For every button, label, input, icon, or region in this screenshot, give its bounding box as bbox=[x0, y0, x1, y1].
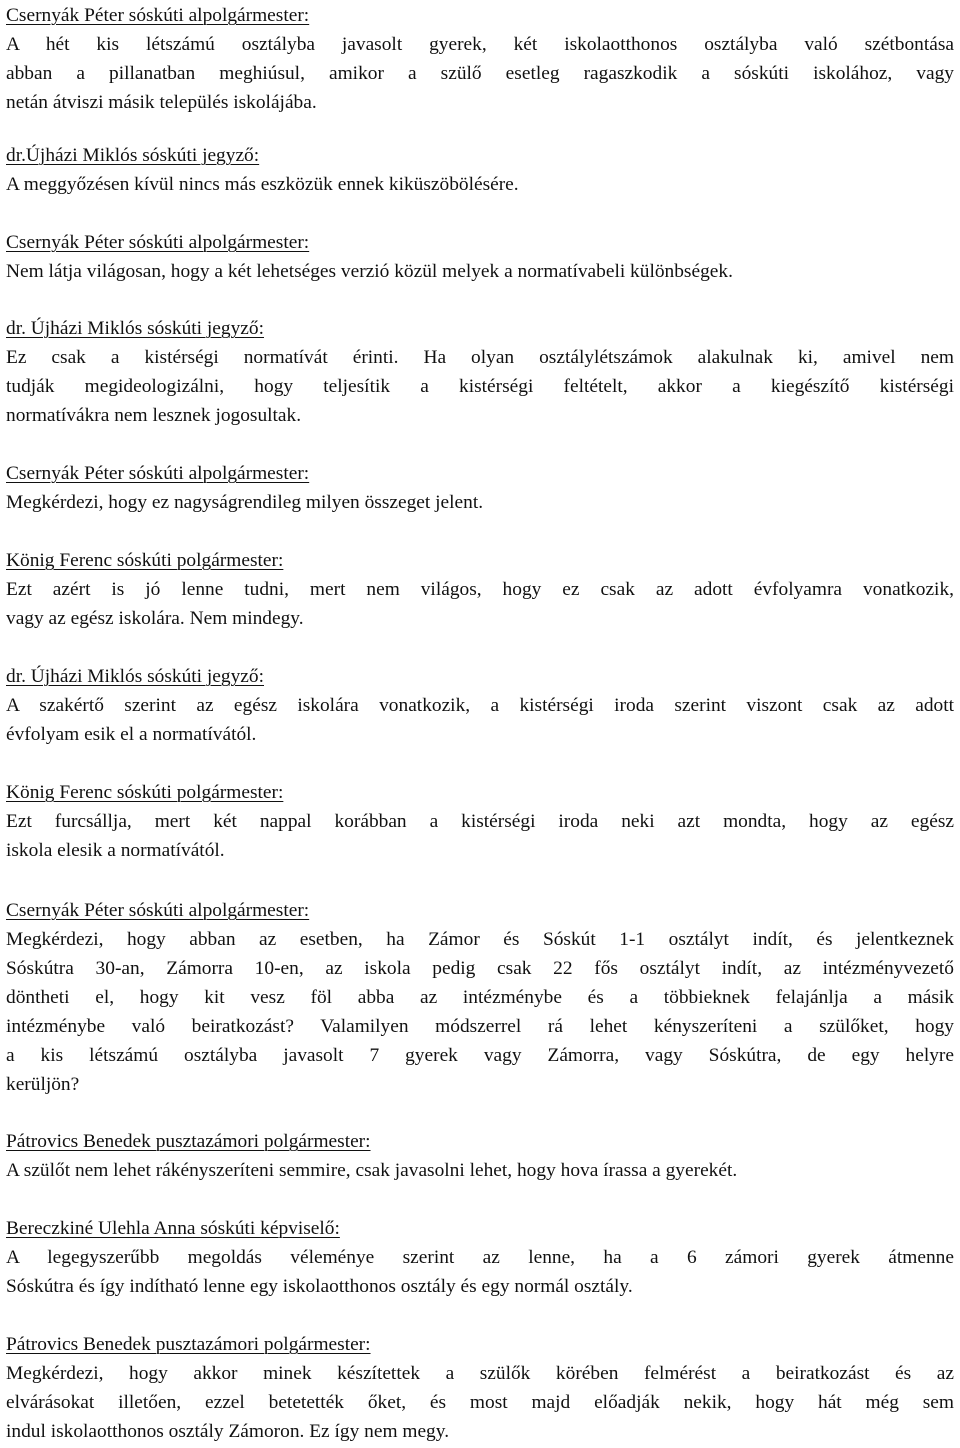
entry-10 bbox=[6, 1127, 954, 1185]
text-line: iskola elesik a normatívától. bbox=[6, 840, 225, 861]
text-line: A legegyszerűbb megoldás véleménye szerint az lenne, ha a 6 zámori gyerek átmenne bbox=[6, 1247, 954, 1268]
text-line: évfolyam esik el a normatívától. bbox=[6, 724, 257, 745]
text-line: Megkérdezi, hogy abban az esetben, ha Zámor és Sóskút 1-1 osztályt indít, és jelentkeznek bbox=[6, 929, 954, 950]
text-line: Nem látja világosan, hogy a két lehetséges verzió közül melyek a normatívabeli különbségek. bbox=[6, 261, 733, 282]
text-line: döntheti el, hogy kit vesz föl abba az intézménybe és a többieknek felajánlja a másik bbox=[6, 987, 954, 1008]
text-line: normatívákra nem lesznek jogosultak. bbox=[6, 405, 302, 426]
entry-6 bbox=[6, 546, 954, 633]
speaker-name: Csernyák Péter sóskúti alpolgármester: bbox=[6, 232, 310, 253]
entry-2 bbox=[6, 141, 954, 199]
speaker-name: Pátrovics Benedek pusztazámori polgármester: bbox=[6, 1334, 371, 1355]
text-line: netán átviszi másik település iskolájába. bbox=[6, 92, 317, 113]
speaker-name: Bereczkiné Ulehla Anna sóskúti képviselő: bbox=[6, 1218, 340, 1239]
text-line: abban a pillanatban meghiúsul, amikor a szülő esetleg ragaszkodik a sóskúti iskolához, vagy bbox=[6, 63, 954, 84]
text-line: Ez csak a kistérségi normatívát érinti. Ha olyan osztálylétszámok alakulnak ki, amivel nem bbox=[6, 347, 954, 368]
text-line: intézménybe való beiratkozást? Valamilyen módszerrel rá lehet kényszeríteni a szülőket, hogy bbox=[6, 1016, 954, 1037]
text-line: A hét kis létszámú osztályba javasolt gyerek, két iskolaotthonos osztályba való szétbontása bbox=[6, 34, 954, 55]
text-line: A meggyőzésen kívül nincs más eszközük ennek kiküszöbölésére. bbox=[6, 174, 519, 195]
text-line: Ezt azért is jó lenne tudni, mert nem világos, hogy ez csak az adott évfolyamra vonatkozik, bbox=[6, 579, 954, 600]
speaker-name: dr. Újházi Miklós sóskúti jegyző: bbox=[6, 318, 264, 339]
speaker-name: dr.Újházi Miklós sóskúti jegyző: bbox=[6, 145, 260, 166]
text-line: vagy az egész iskolára. Nem mindegy. bbox=[6, 608, 304, 629]
text-line: A szülőt nem lehet rákényszeríteni semmire, csak javasolni lehet, hogy hova írassa a gyerekét. bbox=[6, 1160, 738, 1181]
entry-9 bbox=[6, 896, 954, 1099]
entry-7 bbox=[6, 662, 954, 749]
speaker-name: König Ferenc sóskúti polgármester: bbox=[6, 550, 284, 571]
speaker-name: Csernyák Péter sóskúti alpolgármester: bbox=[6, 900, 310, 921]
speaker-name: Pátrovics Benedek pusztazámori polgármester: bbox=[6, 1131, 371, 1152]
entry-1 bbox=[6, 1, 954, 117]
entry-5 bbox=[6, 459, 954, 517]
text-line: Sóskútra és így indítható lenne egy iskolaotthonos osztály és egy normál osztály. bbox=[6, 1276, 633, 1297]
entry-12 bbox=[6, 1330, 954, 1446]
text-line: Ezt furcsállja, mert két nappal korábban a kistérségi iroda neki azt mondta, hogy az egész bbox=[6, 811, 954, 832]
speaker-name: dr. Újházi Miklós sóskúti jegyző: bbox=[6, 666, 264, 687]
text-line: Sóskútra 30-an, Zámorra 10-en, az iskola pedig csak 22 fős osztályt indít, az intézményvezető bbox=[6, 958, 954, 979]
entry-4 bbox=[6, 314, 954, 430]
speaker-name: König Ferenc sóskúti polgármester: bbox=[6, 782, 284, 803]
speaker-name: Csernyák Péter sóskúti alpolgármester: bbox=[6, 463, 310, 484]
text-line: A szakértő szerint az egész iskolára vonatkozik, a kistérségi iroda szerint viszont csak az adott bbox=[6, 695, 954, 716]
entry-8 bbox=[6, 778, 954, 865]
text-line: tudják megideologizálni, hogy teljesítik a kistérségi feltételt, akkor a kiegészítő kistérségi bbox=[6, 376, 954, 397]
entry-11 bbox=[6, 1214, 954, 1301]
text-line: a kis létszámú osztályba javasolt 7 gyerek vagy Zámorra, vagy Sóskútra, de egy helyre bbox=[6, 1045, 954, 1066]
text-line: kerüljön? bbox=[6, 1074, 80, 1095]
text-line: elvárásokat illetően, ezzel betetették őket, és most majd előadják nekik, hogy hát még sem bbox=[6, 1392, 954, 1413]
speaker-name: Csernyák Péter sóskúti alpolgármester: bbox=[6, 5, 310, 26]
entry-3 bbox=[6, 228, 954, 286]
text-line: Megkérdezi, hogy ez nagyságrendileg milyen összeget jelent. bbox=[6, 492, 484, 513]
text-line: indul iskolaotthonos osztály Zámoron. Ez így nem megy. bbox=[6, 1421, 450, 1442]
text-line: Megkérdezi, hogy akkor minek készítettek a szülők körében felmérést a beiratkozást és az bbox=[6, 1363, 954, 1384]
